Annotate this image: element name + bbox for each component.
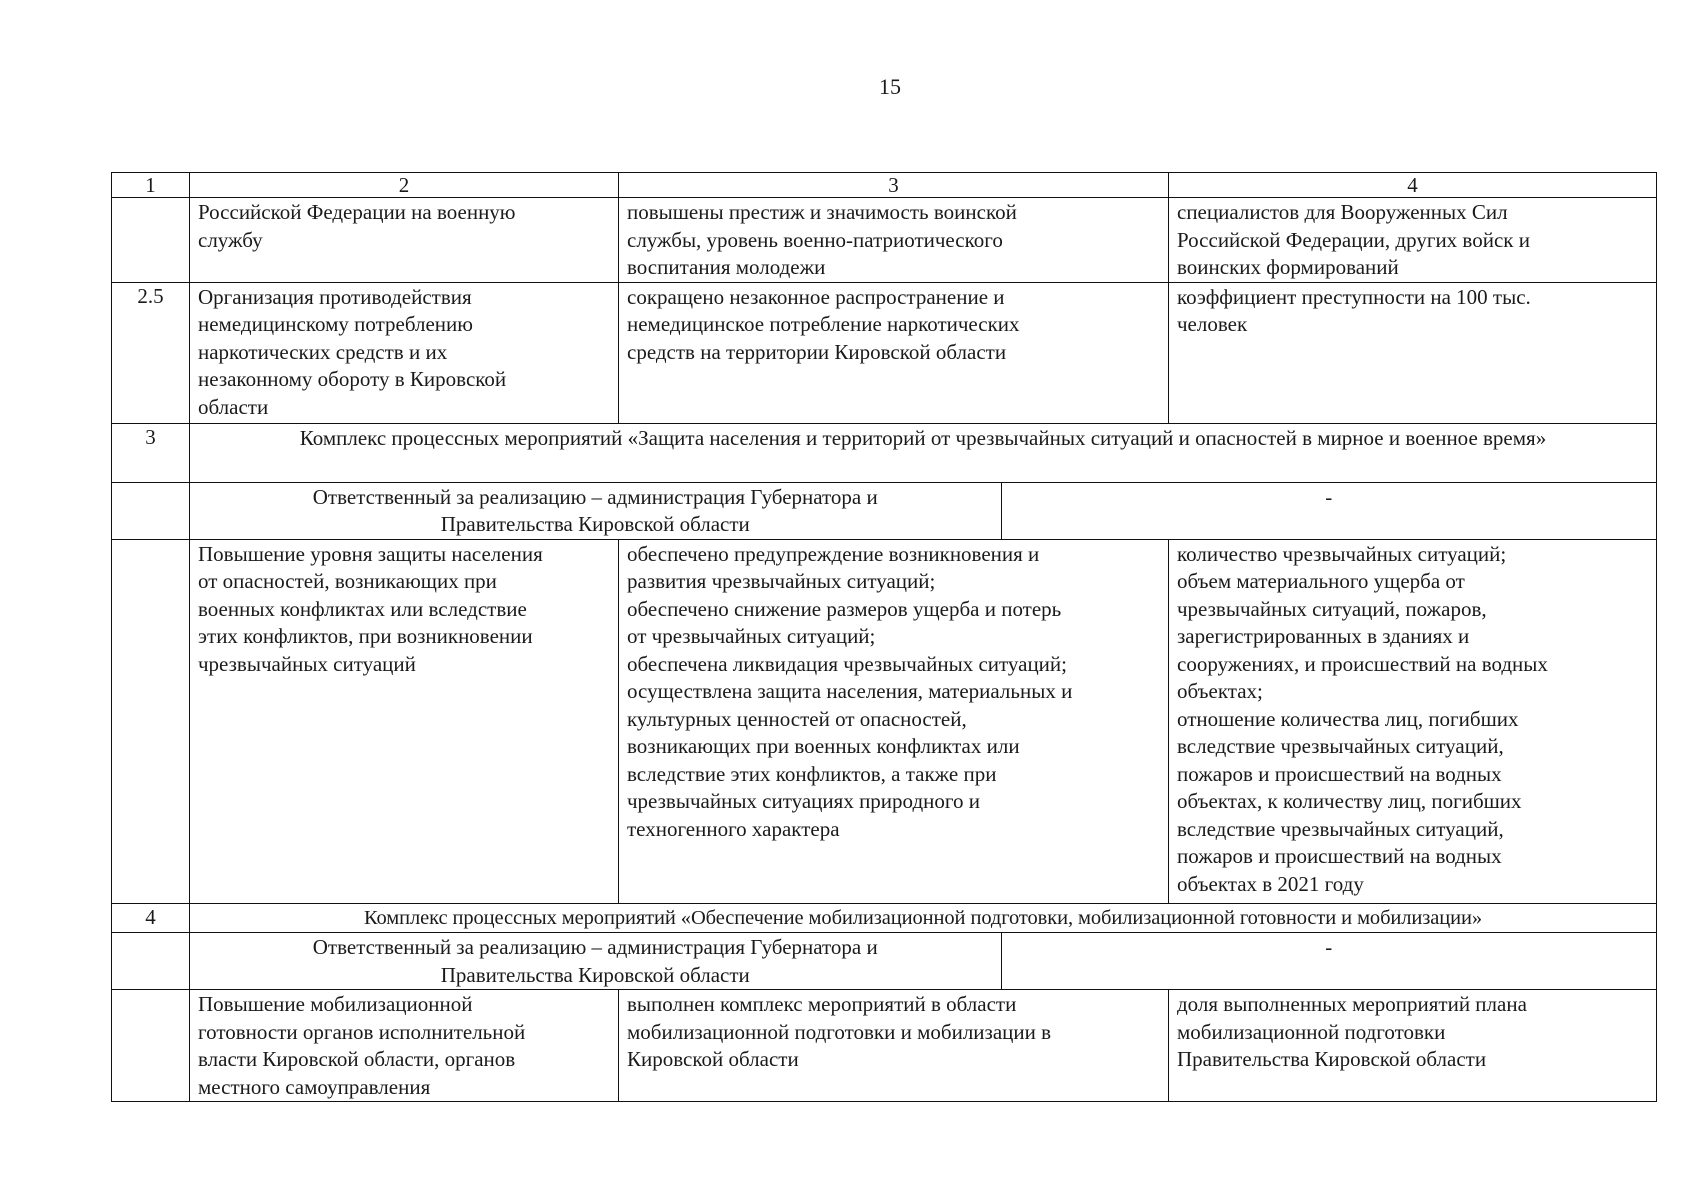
section-title-row [112,423,1657,482]
section-number: 4 [112,903,190,933]
responsible-label: Ответственный за реализацию – администрация Губернатора и Правительства Кировской области [312,484,878,536]
section-number: 3 [112,423,190,482]
responsible-row [112,482,1657,539]
responsible-cell [190,482,1657,539]
table-row [112,539,1657,903]
column-header: 1 [112,173,190,198]
column-header: 4 [1169,173,1657,198]
page-number: 15 [879,74,901,99]
responsible-row [112,933,1657,990]
task-cell: обеспечено предупреждение возникновения и развития чрезвычайных ситуаций; обеспечено снижение размеров ущерба и потерь от чрезвычайных ситуаций; обеспечена ликвидация чрезвычайных ситуаций; осуществлена защита населения, материальных и культурных ценностей от опасностей, возникающих при военных конфликтах или вследствие этих конфликтов, а также при чрезвычайных ситуациях природного и техногенного характера [619,539,1169,903]
table-header-row [112,173,1657,198]
responsible-cell [190,933,1657,990]
column-header: 2 [190,173,619,198]
event-name-cell: Повышение мобилизационной готовности органов исполнительной власти Кировской области, органов местного самоуправления [190,990,619,1102]
section-title: Комплекс процессных мероприятий «Защита населения и территорий от чрезвычайных ситуаций и опасностей в мирное и военное время» [190,423,1657,482]
task-cell: выполнен комплекс мероприятий в области мобилизационной подготовки и мобилизации в Кировской области [619,990,1169,1102]
responsible-value: - [1001,483,1656,539]
program-table [111,172,1657,1102]
indicator-cell: доля выполненных мероприятий плана мобилизационной подготовки Правительства Кировской области [1169,990,1657,1102]
row-number: 2.5 [112,282,190,423]
responsible-value: - [1001,933,1656,989]
event-name-cell: Организация противодействия немедицинскому потреблению наркотических средств и их незаконному обороту в Кировской области [190,282,619,423]
indicator-cell: количество чрезвычайных ситуаций; объем материального ущерба от чрезвычайных ситуаций, пожаров, зарегистрированных в зданиях и сооружениях, и происшествий на водных объектах; отношение количества лиц, погибших вследствие чрезвычайных ситуаций, пожаров и происшествий на водных объектах, к количеству лиц, погибших вследствие чрезвычайных ситуаций, пожаров и происшествий на водных объектах в 2021 году [1169,539,1657,903]
section-title: Комплекс процессных мероприятий «Обеспечение мобилизационной подготовки, мобилизационной готовности и мобилизации» [190,903,1657,933]
table-row [112,990,1657,1102]
event-name-cell: Российской Федерации на военную службу [190,198,619,283]
row-number [112,198,190,283]
event-name-cell: Повышение уровня защиты населения от опасностей, возникающих при военных конфликтах или вследствие этих конфликтов, при возникновении чрезвычайных ситуаций [190,539,619,903]
indicator-cell: специалистов для Вооруженных Сил Российской Федерации, других войск и воинских формирований [1169,198,1657,283]
row-number [112,990,190,1102]
table-row [112,282,1657,423]
table-row [112,198,1657,283]
empty-cell [112,933,190,990]
responsible-label: Ответственный за реализацию – администрация Губернатора и Правительства Кировской области [312,935,878,987]
indicator-cell: коэффициент преступности на 100 тыс. человек [1169,282,1657,423]
task-cell: сокращено незаконное распространение и немедицинское потребление наркотических средств на территории Кировской области [619,282,1169,423]
section-title-row [112,903,1657,933]
empty-cell [112,482,190,539]
task-cell: повышены престиж и значимость воинской службы, уровень военно-патриотического воспитания молодежи [619,198,1169,283]
column-header: 3 [619,173,1169,198]
row-number [112,539,190,903]
